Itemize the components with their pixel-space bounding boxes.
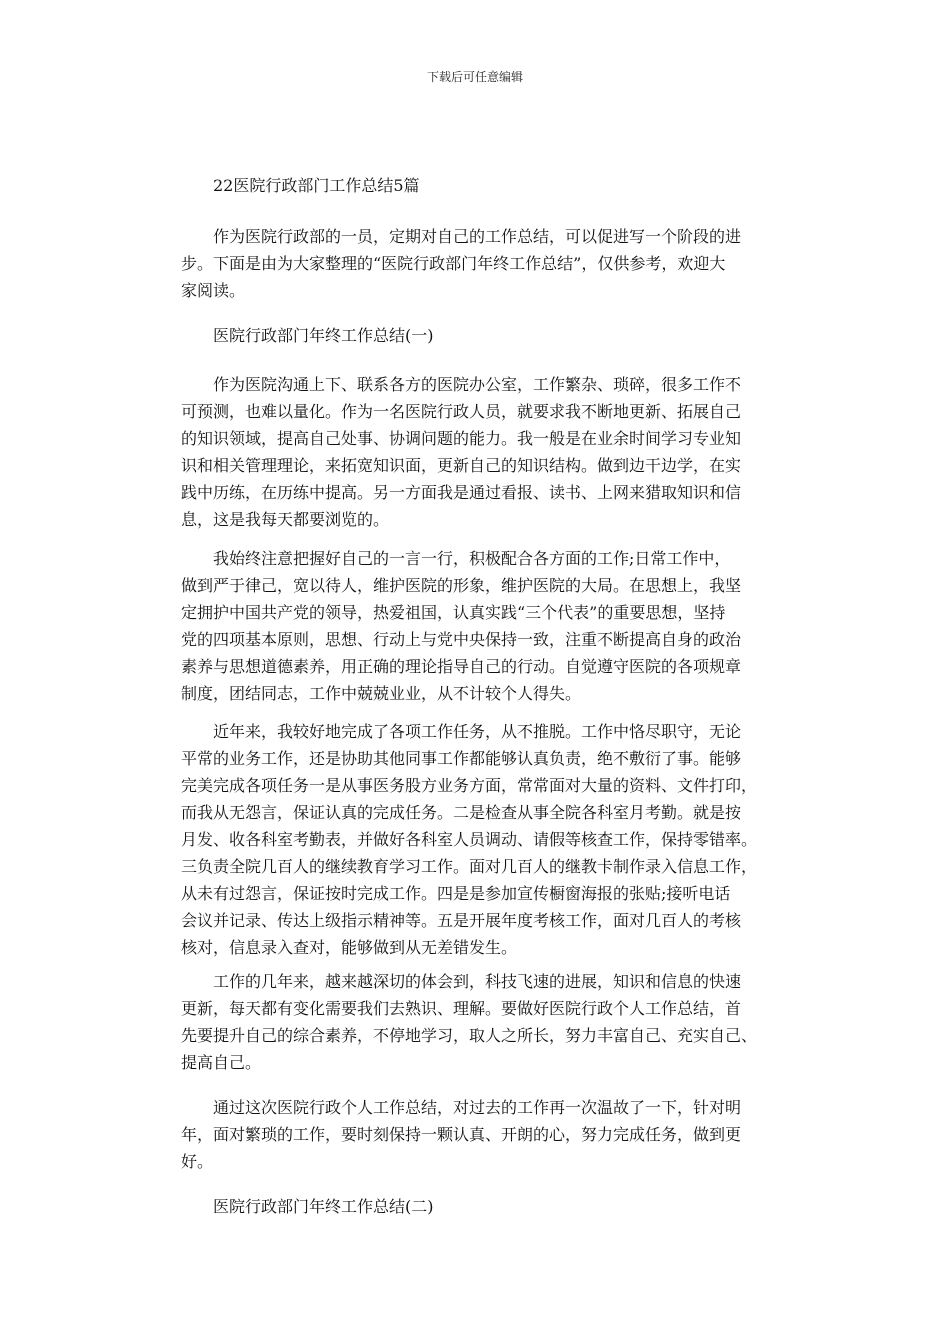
doc-title [181, 172, 781, 199]
paragraph-line: 核对，信息录入查对，能够做到从无差错发生。 [181, 938, 518, 957]
section-heading-text: 医院行政部门年终工作总结(一) [213, 326, 434, 345]
paragraph-line: 作为医院沟通上下、联系各方的医院办公室，工作繁杂、琐碎，很多工作不 [213, 375, 742, 394]
paragraph-line: 践中历练，在历练中提高。另一方面我是通过看报、读书、上网来猎取知识和信 [181, 483, 742, 502]
paragraph-line: 好。 [181, 1152, 214, 1171]
paragraph-4 [181, 968, 781, 1076]
header-note: 下载后可任意编辑 [426, 70, 523, 84]
section-heading-1 [181, 322, 781, 349]
paragraph-3 [181, 718, 781, 961]
paragraph-line: 步。下面是由为大家整理的“医院行政部门年终工作总结”，仅供参考，欢迎大 [181, 254, 726, 273]
paragraph-line: 素养与思想道德素养，用正确的理论指导自己的行动。自觉遵守医院的各项规章 [181, 657, 742, 676]
paragraph-line: 工作的几年来，越来越深切的体会到，科技飞速的进展，知识和信息的快速 [213, 972, 742, 991]
paragraph-line: 我始终注意把握好自己的一言一行，积极配合各方面的工作;日常工作中， [213, 549, 731, 568]
paragraph-line: 可预测，也难以量化。作为一名医院行政人员，就要求我不断地更新、拓展自己 [181, 402, 742, 421]
paragraph-line: 党的四项基本原则，思想、行动上与党中央保持一致，注重不断提高自身的政治 [181, 630, 742, 649]
paragraph-line: 提高自己。 [181, 1053, 262, 1072]
section-heading-text: 医院行政部门年终工作总结(二) [213, 1197, 434, 1216]
section-heading-2 [181, 1193, 781, 1220]
paragraph-line: 三负责全院几百人的继续教育学习工作。面对几百人的继教卡制作录入信息工作， [181, 857, 758, 876]
paragraph-line: 制度，团结同志，工作中兢兢业业，从不计较个人得失。 [181, 684, 582, 703]
paragraph-line: 平常的业务工作，还是协助其他同事工作都能够认真负责，绝不敷衍了事。能够 [181, 749, 742, 768]
paragraph-line: 从未有过怨言，保证按时完成工作。四是是参加宣传橱窗海报的张贴;接听电话 [181, 884, 731, 903]
paragraph-line: 近年来，我较好地完成了各项工作任务，从不推脱。工作中恪尽职守，无论 [213, 722, 742, 741]
paragraph-line: 年，面对繁琐的工作，要时刻保持一颗认真、开朗的心，努力完成任务，做到更 [181, 1125, 742, 1144]
paragraph-line: 先要提升自己的综合素养，不停地学习，取人之所长，努力丰富自己、充实自己、 [181, 1026, 758, 1045]
paragraph-line: 更新，每天都有变化需要我们去熟识、理解。要做好医院行政个人工作总结，首 [181, 999, 742, 1018]
paragraph-line: 会议并记录、传达上级指示精神等。五是开展年度考核工作，面对几百人的考核 [181, 911, 742, 930]
paragraph-1 [181, 371, 781, 533]
paragraph-line: 月发、收各科室考勤表，并做好各科室人员调动、请假等核查工作，保持零错率。 [181, 830, 758, 849]
paragraph-line: 家阅读。 [181, 281, 246, 300]
paragraph-line: 通过这次医院行政个人工作总结，对过去的工作再一次温故了一下，针对明 [213, 1098, 742, 1117]
paragraph-5 [181, 1094, 781, 1175]
paragraph-line: 完美完成各项任务一是从事医务股方业务方面，常常面对大量的资料、文件打印， [181, 776, 758, 795]
paragraph-line: 息，这是我每天都要浏览的。 [181, 510, 390, 529]
doc-title-text: 22医院行政部门工作总结5篇 [213, 176, 420, 195]
paragraph-line: 的知识领域，提高自己处事、协调问题的能力。我一般是在业余时间学习专业知 [181, 429, 742, 448]
paragraph-line: 识和相关管理理论，来拓宽知识面，更新自己的知识结构。做到边干边学，在实 [181, 456, 742, 475]
paragraph-line: 而我从无怨言，保证认真的完成任务。二是检查从事全院各科室月考勤。就是按 [181, 803, 742, 822]
paragraph-line: 作为医院行政部的一员，定期对自己的工作总结，可以促进写一个阶段的进 [213, 227, 742, 246]
intro-paragraph [181, 223, 781, 304]
paragraph-line: 定拥护中国共产党的领导，热爱祖国，认真实践“三个代表”的重要思想，坚持 [181, 603, 726, 622]
paragraph-2 [181, 545, 781, 707]
paragraph-line: 做到严于律己，宽以待人，维护医院的形象，维护医院的大局。在思想上，我坚 [181, 576, 742, 595]
